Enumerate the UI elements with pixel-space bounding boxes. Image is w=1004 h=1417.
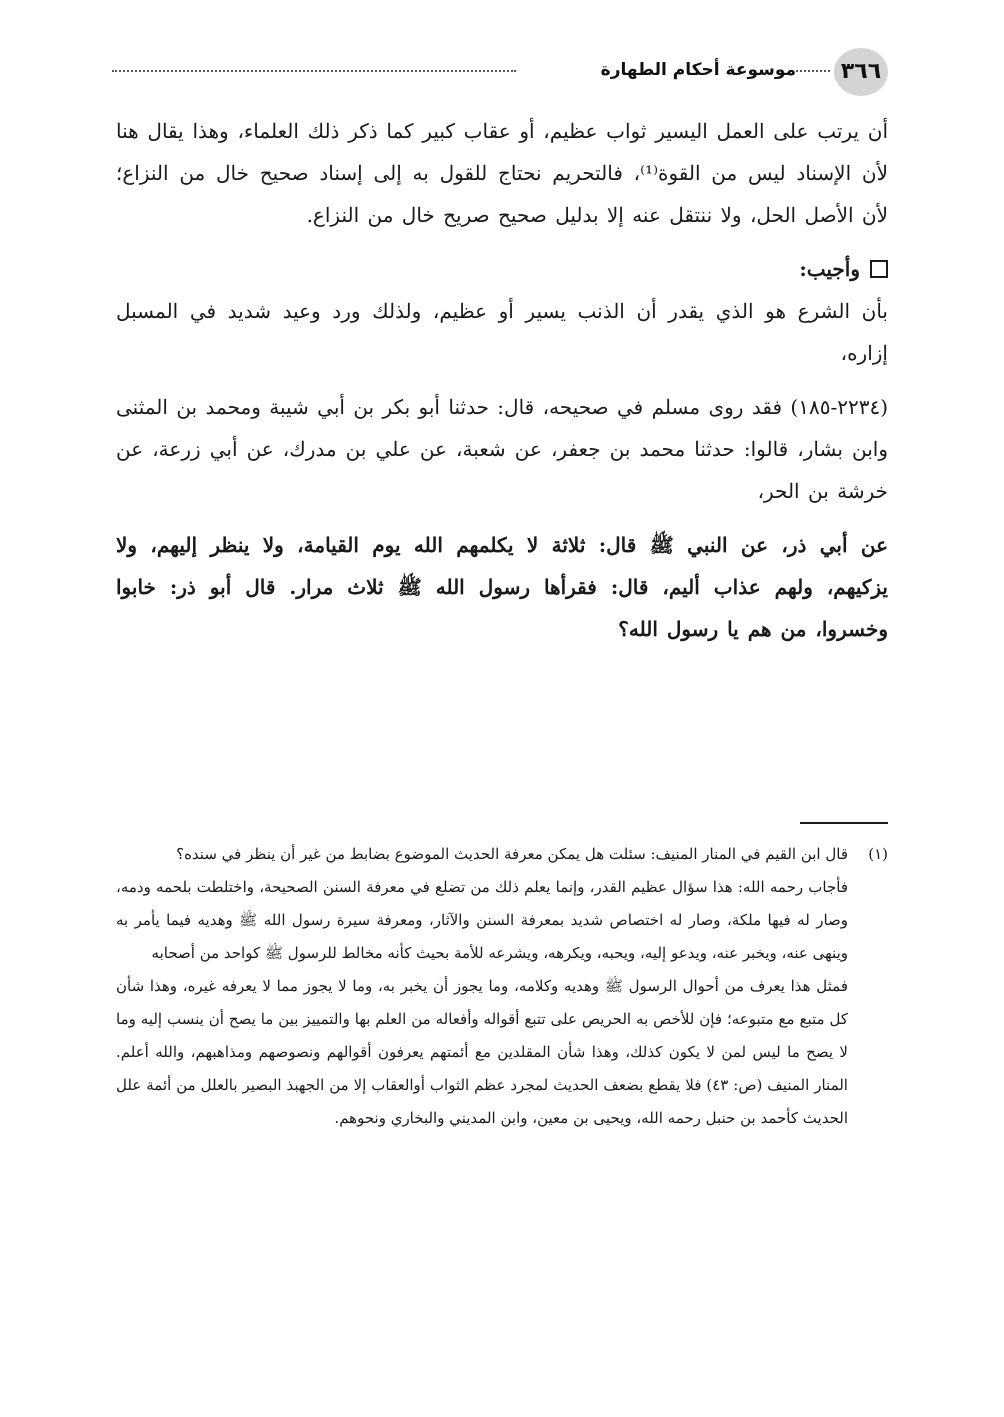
paragraph-answer: بأن الشرع هو الذي يقدر أن الذنب يسير أو عظيم، ولذلك ورد وعيد شديد في المسبل إزاره، xyxy=(116,299,888,365)
footnote-number: (١) xyxy=(868,845,888,863)
footnote-separator xyxy=(800,822,888,824)
page-number: ٣٦٦ xyxy=(834,48,888,96)
answer-heading xyxy=(116,248,888,290)
footnotes xyxy=(116,838,888,1135)
square-bullet-icon xyxy=(870,260,888,278)
answer-heading-label: وأجيب: xyxy=(799,257,860,281)
paragraph-intro: أن يرتب على العمل اليسير ثواب عظيم، أو عقاب كبير كما ذكر ذلك العلماء، وهذا يقال هنا لأن الإسناد ليس من القوة⁽¹⁾، فالتحريم نحتاج للقول به إلى إسناد صحيح خال من النزاع؛ لأن الأصل الحل، ولا ننتقل عنه إلا بدليل صحيح صريح خال من النزاع. xyxy=(116,119,888,227)
paragraph-isnad: (٢٢٣٤-١٨٥) فقد روى مسلم في صحيحه، قال: حدثنا أبو بكر بن أبي شيبة ومحمد بن المثنى وابن بشار، قالوا: حدثنا محمد بن جعفر، عن شعبة، عن علي بن مدرك، عن أبي زرعة، عن خرشة بن الحر، xyxy=(116,395,888,503)
footnote-1-answer: فأجاب رحمه الله: هذا سؤال عظيم القدر، وإنما يعلم ذلك من تضلع في معرفة السنن الصحيحة، واختلطت بلحمه ودمه، وصار له فيها ملكة، وصار له اختصاص شديد بمعرفة السنن والآثار، ومعرفة سيرة رسول الله ﷺ وهديه فيما يأمر به وينهى عنه، ويخبر عنه، ويدعو إليه، ويحبه، ويكرهه، ويشرعه للأمة بحيث كأنه مخالط للرسول ﷺ كواحد من أصحابه xyxy=(116,878,848,962)
footnote-1-continuation: فمثل هذا يعرف من أحوال الرسول ﷺ وهديه وكلامه، وما يجوز أن يخبر به، وما لا يجوز مما لا يعرفه غيره، وهذا شأن كل متبع مع متبوعه؛ فإن للأخص به الحريص على تتبع أقواله وأفعاله من العلم بها والتمييز بين ما يصح أن ينسب إليه وما لا يصح ما ليس لمن لا يكون كذلك، وهذا شأن المقلدين مع أئمتهم يعرفون أقوالهم ونصوصهم ومذاهبهم، والله أعلم. المنار المنيف (ص: ٤٣) فلا يقطع بضعف الحديث لمجرد عظم الثواب أوالعقاب إلا من الجهبذ البصير بالعلل من أئمة علل الحديث كأحمد بن حنبل رحمه الله، ويحيى بن معين، وابن المديني والبخاري ونحوهم. xyxy=(116,977,848,1127)
page-header xyxy=(112,48,888,100)
footnote-1-question xyxy=(116,838,888,871)
paragraph-hadith: عن أبي ذر، عن النبي ﷺ قال: ثلاثة لا يكلمهم الله يوم القيامة، ولا ينظر إليهم، ولا يزكيهم، ولهم عذاب أليم، قال: فقرأها رسول الله ﷺ ثلاث مرار. قال أبو ذر: خابوا وخسروا، من هم يا رسول الله؟ xyxy=(116,533,888,641)
header-dotted-leader-right xyxy=(796,70,830,72)
footnote-1-question-text: قال ابن القيم في المنار المنيف: سئلت هل يمكن معرفة الحديث الموضوع بضابط من غير أن ينظر في سنده؟ xyxy=(176,845,848,863)
running-title: موسوعة أحكام الطهارة xyxy=(600,60,796,80)
main-text xyxy=(116,110,888,650)
header-dotted-leader-left xyxy=(112,70,516,72)
